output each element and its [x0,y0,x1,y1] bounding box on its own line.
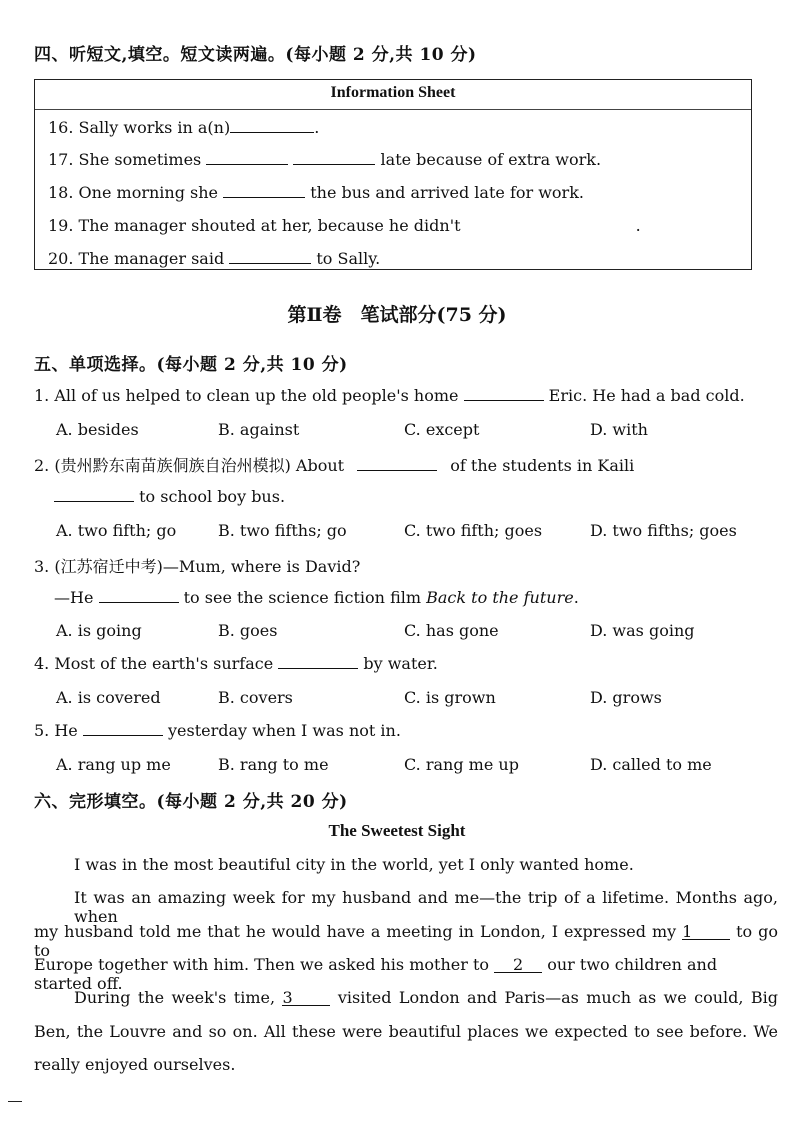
q5-option-c[interactable]: C. rang me up [404,755,519,774]
answer-blank[interactable] [278,654,358,669]
item-text-end: the bus and arrived late for work. [310,183,584,202]
question-stem: 5. He [34,721,78,740]
q2-option-b[interactable]: B. two fifths; go [218,521,347,540]
question-4 [34,654,438,673]
q1-option-c[interactable]: C. except [404,420,480,439]
passage-text: During the week's time, [74,988,276,1007]
section4-heading: 四、听短文,填空。短文读两遍。(每小题 2 分,共 10 分) [34,45,477,65]
q4-option-b[interactable]: B. covers [218,688,293,707]
item-text: The manager said [78,249,225,268]
q3-option-c[interactable]: C. has gone [404,621,499,640]
passage-paragraph-3-line-1 [34,988,778,1007]
q4-option-a[interactable]: A. is covered [56,688,161,707]
item-text-end: . [635,216,641,235]
answer-blank[interactable] [293,150,375,165]
question-stem: 2. (贵州黔东南苗族侗族自治州模拟) About [34,456,345,475]
question-stem-end: of the students in Kaili [450,456,635,475]
film-title: Back to the future [426,588,574,607]
item-20 [48,249,380,268]
item-number: 18. [48,183,74,202]
item-number: 16. [48,118,74,137]
item-text-end: . [314,118,320,137]
question-stem: to see the science fiction film [183,588,422,607]
question-2-line2 [54,487,285,506]
cloze-blank-3[interactable]: 3 [282,991,330,1006]
information-sheet-box [34,79,752,270]
item-text-end: late because of extra work. [380,150,602,169]
item-text-end: to Sally. [316,249,381,268]
margin-mark [8,1101,22,1102]
question-stem-end: to school boy bus. [139,487,286,506]
section5-heading: 五、单项选择。(每小题 2 分,共 10 分) [34,355,348,375]
q1-option-a[interactable]: A. besides [56,420,139,439]
q4-option-c[interactable]: C. is grown [404,688,496,707]
item-number: 19. [48,216,74,235]
question-3-line2 [54,588,579,607]
item-number: 17. [48,150,74,169]
answer-blank[interactable] [83,721,163,736]
question-5 [34,721,401,740]
passage-text: my husband told me that he would have a meeting in London, I expressed my [34,922,677,941]
question-stem-end: yesterday when I was not in. [167,721,401,740]
answer-blank[interactable] [223,183,305,198]
q5-option-b[interactable]: B. rang to me [218,755,329,774]
q5-option-a[interactable]: A. rang up me [56,755,171,774]
item-19 [48,216,641,235]
question-stem: —He [54,588,94,607]
passage-paragraph-3-line-2: Ben, the Louvre and so on. All these were beautiful places we expected to see before. We [34,1022,778,1041]
q2-option-d[interactable]: D. two fifths; goes [590,521,737,540]
answer-blank[interactable] [464,386,544,401]
item-text: Sally works in a(n) [78,118,231,137]
answer-blank[interactable] [357,456,437,471]
q2-option-a[interactable]: A. two fifth; go [56,521,177,540]
section6-heading: 六、完形填空。(每小题 2 分,共 20 分) [34,792,348,812]
question-stem-end: Eric. He had a bad cold. [548,386,745,405]
passage-text: our two children and started off. [34,955,718,993]
item-17 [48,150,601,169]
question-1 [34,386,745,405]
passage-paragraph-1: I was in the most beautiful city in the world, yet I only wanted home. [74,855,634,874]
item-text: She sometimes [78,150,202,169]
q1-option-b[interactable]: B. against [218,420,300,439]
passage-title: The Sweetest Sight [328,821,466,840]
question-2 [34,453,778,476]
answer-blank[interactable] [54,487,134,502]
item-text: The manager shouted at her, because he didn't [78,216,461,235]
passage-text: to go to [34,922,779,960]
question-stem-end: by water. [363,654,438,673]
title-rule [35,109,751,110]
passage-text: visited London and Paris—as much as we could, Big [337,988,778,1007]
answer-blank[interactable] [206,150,288,165]
q2-option-c[interactable]: C. two fifth; goes [404,521,543,540]
q5-option-d[interactable]: D. called to me [590,755,712,774]
cloze-blank-2[interactable]: 2 [494,958,542,973]
answer-blank[interactable] [99,588,179,603]
q3-option-b[interactable]: B. goes [218,621,278,640]
answer-blank[interactable] [230,118,314,133]
passage-paragraph-3-line-3: really enjoyed ourselves. [34,1055,236,1074]
item-16 [48,118,319,137]
passage-text: Europe together with him. Then we asked his mother to [34,955,490,974]
item-18 [48,183,584,202]
item-text: One morning she [78,183,219,202]
item-number: 20. [48,249,74,268]
question-stem-end: . [573,588,579,607]
question-stem: 4. Most of the earth's surface [34,654,274,673]
cloze-blank-1[interactable]: 1 [682,925,730,940]
q1-option-d[interactable]: D. with [590,420,648,439]
q3-option-d[interactable]: D. was going [590,621,695,640]
passage-paragraph-2-line-1: It was an amazing week for my husband and me—the trip of a lifetime. Months ago, when [74,888,778,926]
question-stem: 1. All of us helped to clean up the old people's home [34,386,459,405]
question-3: 3. (江苏宿迁中考)—Mum, where is David? [34,557,361,576]
part2-title: 第Ⅱ卷 笔试部分(75 分) [287,304,507,326]
answer-blank[interactable] [229,249,311,264]
information-sheet-title: Information Sheet [330,84,456,101]
q4-option-d[interactable]: D. grows [590,688,662,707]
q3-option-a[interactable]: A. is going [56,621,142,640]
